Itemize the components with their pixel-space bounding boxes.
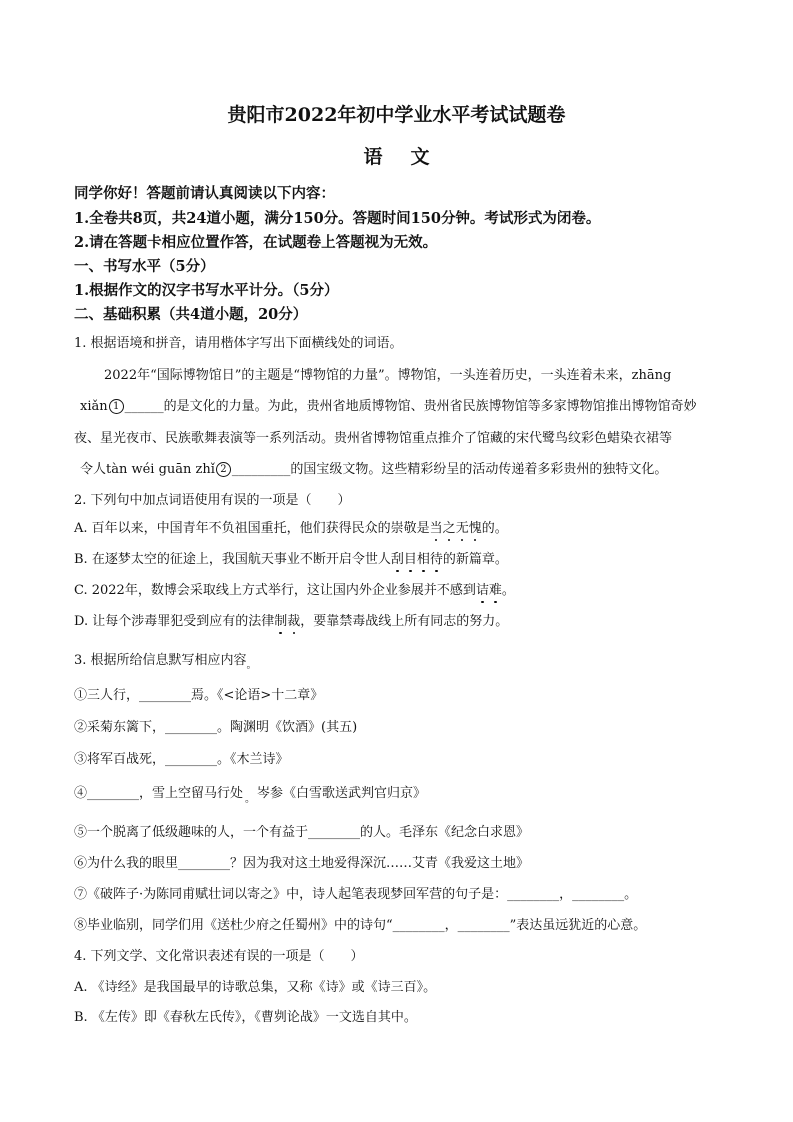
q1-paragraph-line-3: 夜、星光夜市、民族歌舞表演等一系列活动。贵州省博物馆重点推介了馆藏的宋代鹭鸟纹彩色蜡染衣裙等 [74, 431, 673, 446]
dotted-char: 诘 [475, 583, 489, 598]
q4-option-a: A. 《诗经》是我国最早的诗歌总集，又称《诗》或《诗三百》。 [74, 980, 437, 995]
q1-paragraph-line-4-text: _________的国宝级文物。这些精彩纷呈的活动传递着多彩贵州的独特文化。 [231, 462, 668, 477]
q3-item-1: ①三人行，________焉。《<论语>十二章》 [74, 688, 324, 703]
page-title: 贵阳市2022年初中学业水平考试试题卷 [227, 104, 566, 126]
notice-item-2: 2.请在答题卡相应位置作答，在试题卷上答题视为无效。 [74, 234, 438, 251]
q3-item-8: ⑧毕业临别，同学们用《送杜少府之任蜀州》中的诗句“________，________”表达虽远犹近的心意。 [74, 918, 647, 933]
q2-option-c: C. 2022年，数博会采取线上方式举行，这让国内外企业参展并不感到诘难。 [74, 583, 515, 598]
subject-title: 语文 [363, 146, 458, 168]
blank-marker-1: 1 [109, 399, 124, 414]
q3-item-2: ②采菊东篱下，________。陶渊明《饮酒》(其五) [74, 720, 358, 735]
blank-marker-2: 2 [216, 462, 231, 477]
dotted-char: 相 [416, 552, 430, 567]
dotted-char: 无 [455, 521, 469, 536]
q4-stem: 4. 下列文学、文化常识表述有误的一项是（ ） [74, 949, 364, 964]
q3-item-7: ⑦《破阵子·为陈同甫赋壮词以寄之》中，诗人起笔表现梦回军营的句子是：________，________。 [74, 887, 638, 902]
q1-paragraph-line-2 [80, 395, 697, 414]
dotted-char: 待 [429, 552, 443, 567]
q2-option-d: D. 让每个涉毒罪犯受到应有的法律制裁，要靠禁毒战线上所有同志的努力。 [74, 614, 509, 629]
q1-paragraph-line-4 [80, 458, 667, 477]
q1-paragraph-line-2-text: ______的是文化的力量。为此，贵州省地质博物馆、贵州省民族博物馆等多家博物馆推出博物馆奇妙 [124, 399, 697, 414]
q3-item-3: ③将军百战死，________。《木兰诗》 [74, 752, 289, 767]
q2-option-b: B. 在逐梦太空的征途上，我国航天事业不断开启令世人刮目相待的新篇章。 [74, 552, 508, 567]
section-2-heading: 二、基础积累（共4道小题，20分） [74, 306, 308, 323]
dotted-char: 当 [429, 521, 443, 536]
dotted-char: 目 [403, 552, 417, 567]
dotted-char: 刮 [390, 552, 404, 567]
notice-greeting: 同学你好！答题前请认真阅读以下内容： [74, 185, 335, 202]
notice-item-1: 1.全卷共8页，共24道小题，满分150分。答题时间150分钟。考试形式为闭卷。 [74, 210, 601, 227]
q4-option-b: B. 《左传》即《春秋左氏传》，《曹刿论战》一文选自其中。 [74, 1010, 417, 1025]
dotted-char: 愧 [468, 521, 482, 536]
q2-option-a: A. 百年以来，中国青年不负祖国重托，他们获得民众的崇敬是当之无愧的。 [74, 521, 508, 536]
q3-stem: 3. 根据所给信息默写相应内容$_。$ [74, 653, 257, 671]
q1-pinyin-xian: xiǎn [80, 399, 108, 414]
q3-item-5: ⑤一个脱离了低级趣味的人，一个有益于________的人。毛泽东《纪念白求恩》 [74, 825, 530, 840]
q3-item-6: ⑥为什么我的眼里________？因为我对这土地爱得深沉……艾青《我爱这土地》 [74, 856, 530, 871]
dotted-char: 之 [442, 521, 456, 536]
dotted-char: 裁 [287, 614, 301, 629]
q3-item-4: ④________，雪上空留马行处 $_。$ 岑参《白雪歌送武判官归京》 [74, 786, 427, 805]
q1-paragraph-line-1: 2022年“国际博物馆日”的主题是“博物馆的力量”。博物馆，一头连着历史，一头连着未来，zhāng [104, 368, 672, 383]
dotted-char: 制 [274, 614, 288, 629]
q1-stem: 1. 根据语境和拼音，请用楷体字写出下面横线处的词语。 [74, 336, 403, 351]
q2-stem: 2. 下列句中加点词语使用有误的一项是（ ） [74, 493, 351, 508]
dotted-char: 难 [488, 583, 502, 598]
q1-pinyin-tanweiguanzhi: 令人tàn wéi guān zhǐ [80, 462, 215, 477]
section-1-question: 1.根据作文的汉字书写水平计分。（5分） [74, 282, 339, 299]
section-1-heading: 一、书写水平（5分） [74, 258, 215, 275]
